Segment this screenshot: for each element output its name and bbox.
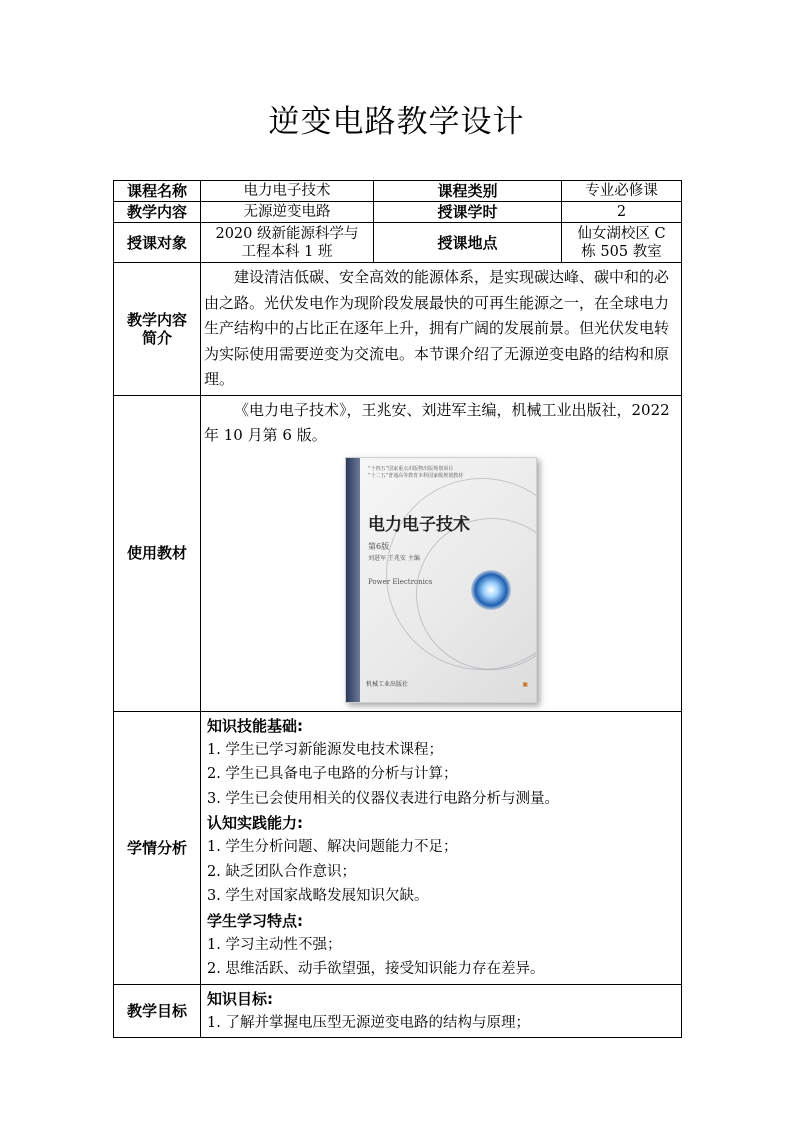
cover-english-title: Power Electronics — [368, 577, 433, 586]
list-item: 2. 学生已具备电子电路的分析与计算； — [207, 766, 458, 782]
header-audience: 授课对象 — [114, 223, 201, 263]
analysis-cell — [201, 711, 682, 984]
header-analysis: 学情分析 — [114, 711, 201, 984]
row-textbook — [114, 395, 682, 711]
list-item: 1. 学习主动性不强； — [207, 936, 342, 953]
header-content: 教学内容 — [114, 202, 201, 223]
cover-title: 电力电子技术 — [368, 514, 470, 535]
intro-text: 建设清洁低碳、安全高效的能源体系，是实现碳达峰、碳中和的必由之路。光伏发电作为现阶段发展最快的可再生能源之一，在全球电力生产结构中的占比正在逐年上升，拥有广阔的发展前景。但光伏发电转为实际使用需要逆变为交流电。本节课介绍了无源逆变电路的结构和原理。 — [201, 263, 682, 396]
analysis-subheading-2: 认知实践能力: — [207, 814, 303, 832]
value-course-name: 电力电子技术 — [201, 181, 374, 202]
value-content: 无源逆变电路 — [201, 202, 374, 223]
cover-light-graphic — [471, 570, 511, 610]
lesson-plan-table — [113, 180, 682, 1038]
value-location — [562, 223, 682, 263]
cover-series-text: “十四五”国家重点出版物出版规划项目 “十二五”普通高等教育本科国家级规划教材 — [368, 465, 464, 479]
header-hours: 授课学时 — [374, 202, 562, 223]
analysis-subheading-3: 学生学习特点: — [207, 911, 303, 930]
list-item: 1. 学生分析问题、解决问题能力不足； — [207, 839, 458, 855]
header-textbook: 使用教材 — [114, 395, 201, 711]
intro-header-line-2: 简介 — [141, 328, 172, 347]
audience-line-2: 工程本科 1 班 — [241, 243, 333, 260]
location-line-2: 栋 505 教室 — [581, 243, 662, 260]
list-item: 1. 学生已学习新能源发电技术课程； — [207, 741, 443, 758]
cover-badge: ▣ — [522, 680, 528, 688]
analysis-subheading-1: 知识技能基础: — [207, 716, 303, 735]
cover-edition: 第6版 — [368, 541, 390, 551]
list-item: 3. 学生对国家战略发展知识欠缺。 — [207, 888, 429, 904]
cover-spine — [346, 458, 360, 702]
textbook-citation: 《电力电子技术》，王兆安、刘进军主编，机械工业出版社，2022 年 10 月第 6 版。 — [204, 400, 670, 444]
audience-line-1: 2020 级新能源科学与 — [215, 225, 359, 242]
textbook-cell — [201, 395, 682, 711]
row-course-name — [114, 181, 682, 202]
header-course-name: 课程名称 — [114, 181, 201, 202]
list-item: 1. 了解并掌握电压型无源逆变电路的结构与原理； — [207, 1014, 530, 1031]
row-intro — [114, 263, 682, 396]
value-course-type: 专业必修课 — [562, 181, 682, 202]
goals-cell — [201, 984, 682, 1038]
cover-publisher: 机械工业出版社 — [366, 680, 409, 688]
list-item: 2. 缺乏团队合作意识； — [207, 863, 356, 880]
location-line-1: 仙女湖校区 C — [577, 225, 666, 242]
textbook-cover-image — [345, 457, 537, 703]
row-analysis — [114, 711, 682, 984]
list-item: 3. 学生已会使用相关的仪器仪表进行电路分析与测量。 — [207, 790, 559, 807]
header-goals: 教学目标 — [114, 984, 201, 1038]
list-item: 2. 思维活跃、动手欲望强，接受知识能力存在差异。 — [207, 961, 545, 977]
page-title: 逆变电路教学设计 — [268, 104, 525, 140]
header-location: 授课地点 — [374, 223, 562, 263]
value-hours: 2 — [562, 202, 682, 223]
cover-authors: 刘进军 王兆安 主编 — [368, 554, 420, 562]
intro-header-line-1: 教学内容 — [126, 310, 187, 329]
row-goals — [114, 984, 682, 1038]
row-content — [114, 202, 682, 223]
header-course-type: 课程类别 — [374, 181, 562, 202]
row-audience — [114, 223, 682, 263]
value-audience — [201, 223, 374, 263]
goals-subheading-1: 知识目标: — [207, 989, 273, 1008]
header-intro — [114, 263, 201, 396]
